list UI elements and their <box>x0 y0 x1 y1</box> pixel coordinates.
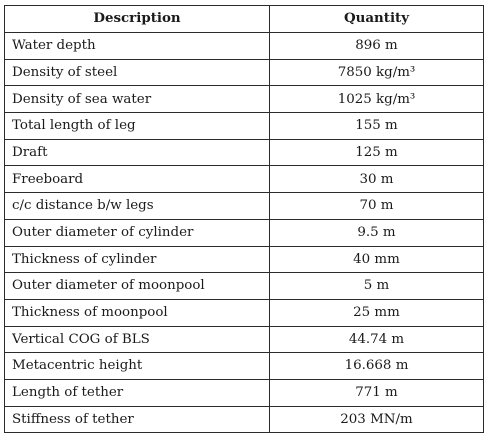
row-description: Stiffness of tether <box>5 406 270 433</box>
table-row <box>5 406 484 433</box>
row-quantity: 9.5 m <box>270 219 484 246</box>
row-quantity: 896 m <box>270 33 484 60</box>
row-description: Total length of leg <box>5 113 270 140</box>
row-description: Thickness of moonpool <box>5 299 270 326</box>
row-description: Vertical COG of BLS <box>5 326 270 353</box>
row-description: Outer diameter of moonpool <box>5 273 270 300</box>
row-quantity: 125 m <box>270 139 484 166</box>
row-quantity: 40 mm <box>270 246 484 273</box>
table-row <box>5 353 484 380</box>
table-row <box>5 139 484 166</box>
row-description: Draft <box>5 139 270 166</box>
row-quantity: 70 m <box>270 193 484 220</box>
row-quantity: 5 m <box>270 273 484 300</box>
table-row <box>5 113 484 140</box>
table-row <box>5 86 484 113</box>
table-row <box>5 326 484 353</box>
row-description: Metacentric height <box>5 353 270 380</box>
parameters-table <box>4 5 484 433</box>
table-row <box>5 193 484 220</box>
row-quantity: 44.74 m <box>270 326 484 353</box>
table-row <box>5 59 484 86</box>
row-description: Water depth <box>5 33 270 60</box>
quantity-column-header: Quantity <box>270 6 484 33</box>
row-description: Thickness of cylinder <box>5 246 270 273</box>
description-column-header: Description <box>5 6 270 33</box>
row-quantity: 25 mm <box>270 299 484 326</box>
row-quantity: 16.668 m <box>270 353 484 380</box>
table-row <box>5 246 484 273</box>
row-description: Freeboard <box>5 166 270 193</box>
table-row <box>5 273 484 300</box>
table-row <box>5 219 484 246</box>
row-quantity: 1025 kg/m³ <box>270 86 484 113</box>
table-row <box>5 166 484 193</box>
row-description: Length of tether <box>5 379 270 406</box>
row-quantity: 771 m <box>270 379 484 406</box>
row-description: c/c distance b/w legs <box>5 193 270 220</box>
table-header-row <box>5 6 484 33</box>
row-description: Density of steel <box>5 59 270 86</box>
row-quantity: 7850 kg/m³ <box>270 59 484 86</box>
row-quantity: 155 m <box>270 113 484 140</box>
row-quantity: 30 m <box>270 166 484 193</box>
row-description: Outer diameter of cylinder <box>5 219 270 246</box>
table-row <box>5 299 484 326</box>
table-row <box>5 33 484 60</box>
row-description: Density of sea water <box>5 86 270 113</box>
parameters-table-container <box>4 5 483 433</box>
table-row <box>5 379 484 406</box>
row-quantity: 203 MN/m <box>270 406 484 433</box>
